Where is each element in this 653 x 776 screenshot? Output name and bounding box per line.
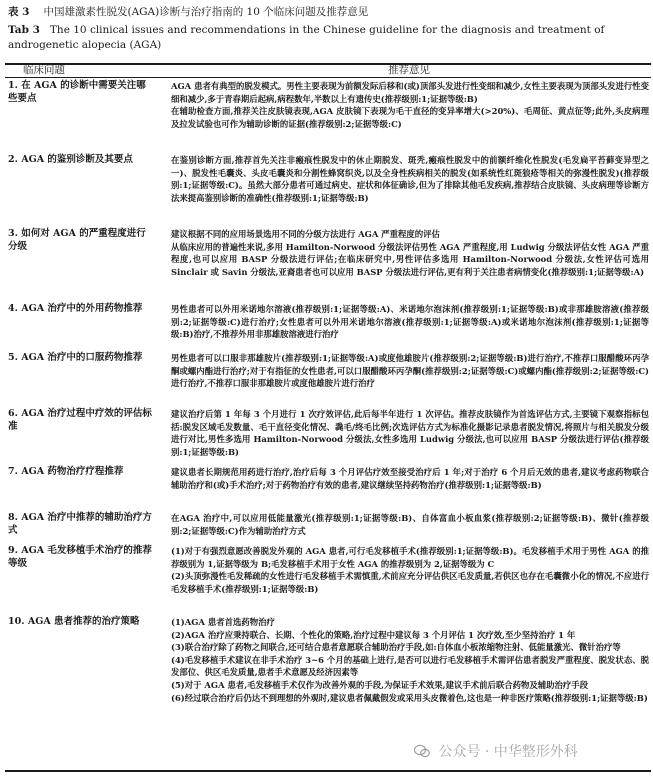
issue-cell: 9. AGA 毛发移植手术治疗的推荐等级 — [8, 545, 152, 569]
table-bottom-rule — [5, 770, 651, 772]
table-title-cn: 中国雄激素性脱发(AGA)诊断与治疗指南的 10 个临床问题及推荐意见 — [43, 6, 369, 18]
table-caption-en — [8, 23, 648, 52]
recommendation-cell — [171, 466, 649, 491]
issue-cell: 7. AGA 药物治疗疗程推荐 — [8, 466, 124, 477]
issue-cell: 3. 如何对 AGA 的严重程度进行分级 — [8, 228, 146, 252]
table-header-rule — [5, 77, 651, 78]
recommendation-text: (2)头顶弥漫性毛发稀疏的女性进行毛发移植手术需慎重,术前应充分评估供区毛发质量,若供区也存在毛囊微小化的情况,不应进行毛发移植手术(推荐级别:1;证据等级:B) — [171, 571, 649, 594]
issue-cell: 1. 在 AGA 的诊断中需要关注哪些要点 — [8, 80, 146, 104]
issue-cell: 6. AGA 治疗过程中疗效的评估标准 — [8, 408, 152, 432]
recommendation-text: 在辅助检查方面,推荐关注皮肤镜表现,AGA 皮肤镜下表现为毛干直径的变异率增大(>20%)、毛周征、黄点征等;此外,头皮病理及拉发试验也可作为辅助诊断的证据(推荐级别:2;证据等级:C) — [171, 106, 649, 129]
recommendation-text: 男性患者可以外用米诺地尔溶液(推荐级别:1;证据等级:A)、米诺地尔泡沫剂(推荐级别:1;证据等级:B)或非那雄胺溶液(推荐级别:2;证据等级:C)进行治疗;女性患者可以外用米诺地尔溶液(推荐级别:1;证据等级:A)或米诺地尔泡沫剂(推荐级别:1;证据等级:B)治疗,不推荐外用非那雄胺溶液进行治疗 — [171, 304, 649, 340]
recommendation-cell — [171, 228, 649, 278]
recommendation-text: (1)AGA 患者首选药物治疗 — [171, 617, 275, 627]
recommendation-text: (1)对于有强烈意愿改善脱发外观的 AGA 患者,可行毛发移植手术(推荐级别:1;证据等级:B)。毛发移植手术用于男性 AGA 的推荐级别为 1,证据等级为 B;毛发移植手术用于女性 AGA 的推荐级别为 2,证据等级为 C — [171, 546, 649, 569]
issue-cell: 5. AGA 治疗中的口服药物推荐 — [8, 352, 143, 363]
recommendation-text: 男性患者可以口服非那雄胺片(推荐级别:1;证据等级:A)或度他雄胺片(推荐级别:2;证据等级:B)进行治疗,不推荐口服醋酸环丙孕酮或螺内酯进行治疗;对于有指征的女性患者,可以口服醋酸环丙孕酮(推荐级别:2;证据等级:C)或螺内酯(推荐级别:2;证据等级:C)进行治疗,不推荐口服非那雄胺片或度他雄胺片进行治疗 — [171, 353, 649, 389]
recommendation-text: (2)AGA 治疗应秉持联合、长期、个性化的策略,治疗过程中建议每 3 个月评估 1 次疗效,至少坚持治疗 1 年 — [171, 629, 576, 640]
recommendation-text: 从临床应用的普遍性来说,多用 Hamilton-Norwood 分级法评估男性 AGA 严重程度,用 Ludwig 分级法评估女性 AGA 严重程度,也可以应用 BASP 分级法进行评估;在临床研究中,男性评估多选用 Hamilton-Norwood 分级法,女性评估可选用 Sinclair 或 Savin 分级法,亚裔患者也可以应用 BASP 分级法进行评估,更有利于关注患者病情变化(推荐级别:1;证据等级:A) — [171, 241, 649, 277]
recommendation-cell — [171, 512, 649, 537]
watermark-text: 公众号 · 中华整形外科 — [438, 744, 578, 760]
table-label-cn: 表 3 — [8, 6, 30, 18]
table-caption-cn — [8, 6, 368, 19]
issue-cell: 2. AGA 的鉴别诊断及其要点 — [8, 154, 133, 165]
recommendation-text: (5)对于 AGA 患者,毛发移植手术仅作为改善外观的手段,为保证手术效果,建议手术前后联合药物及辅助治疗手段 — [171, 679, 588, 690]
table-top-rule — [5, 63, 651, 65]
recommendation-text: 建议治疗后第 1 年每 3 个月进行 1 次疗效评估,此后每半年进行 1 次评估。推荐皮肤镜作为首选评估方式,主要镜下观察指标包括:脱发区域毛发数量、毛干直径变化情况、毳毛/终毛比例;次选评估方式为标准化摄影记录患者脱发情况,将照片与相关脱发分级进行对比,男性多选用 Hamilton-Norwood 分级法,女性多选用 Ludwig 分级法,也可以应用 BASP 分级法进行评估(推荐级别:1;证据等级:B) — [171, 409, 649, 457]
recommendation-cell — [171, 154, 649, 204]
recommendation-text: (3)联合治疗除了药物之间联合,还可结合患者意愿联合辅助治疗手段,如:自体血小板浓缩物注射、低能量激光、微针治疗等 — [171, 642, 621, 653]
header-clinical-issue: 临床问题 — [23, 64, 65, 76]
recommendation-cell — [171, 303, 649, 341]
recommendation-cell — [171, 616, 649, 704]
recommendation-cell — [171, 80, 649, 130]
recommendation-text: (6)经过联合治疗后仍达不到理想的外观时,建议患者佩戴假发或采用头皮微着色,这也是一种非医疗策略(推荐级别:1;证据等级:B) — [171, 692, 648, 703]
table-label-en: Tab 3 — [8, 24, 40, 36]
issue-cell: 8. AGA 治疗中推荐的辅助治疗方式 — [8, 512, 152, 536]
recommendation-text: 建议根据不同的应用场景选用不同的分级方法进行 AGA 严重程度的评估 — [171, 229, 440, 239]
header-recommendation: 推荐意见 — [388, 64, 430, 76]
recommendation-cell — [171, 352, 649, 390]
issue-cell: 4. AGA 治疗中的外用药物推荐 — [8, 303, 143, 314]
recommendation-text: 在AGA 治疗中,可以应用低能量激光(推荐级别:1;证据等级:B)、自体富血小板血浆(推荐级别:2;证据等级:B)、微针(推荐级别:2;证据等级:C)作为辅助治疗方式 — [171, 513, 649, 536]
recommendation-cell — [171, 408, 649, 458]
recommendation-text: AGA 患者有典型的脱发模式。男性主要表现为前额发际后移和(或)顶部头发进行性变细和减少,女性主要表现为顶部头发进行性变细和减少,多于青春期后起病,病程数年,半数以上有遗传史(推荐级别:1;证据等级:B) — [171, 81, 649, 104]
recommendation-text: 在鉴别诊断方面,推荐首先关注非瘢痕性脱发中的休止期脱发、斑秃,瘢痕性脱发中的前额纤维化性脱发(毛发扁平苔藓变异型之一)、脱发性毛囊炎、头皮毛囊炎和分割性蜂窝织炎,以及全身性疾病相关的脱发(如系统性红斑狼疮等相关的弥漫性脱发)(推荐级别:1;证据等级:C)。虽然大部分患者可通过病史、症状和体征确诊,但为了排除其他毛发疾病,推荐结合皮肤镜、头皮病理等诊断方法来提高鉴别诊断的准确性(推荐级别:1;证据等级:B) — [171, 155, 649, 203]
clinical-issues-table — [5, 63, 651, 771]
recommendation-text: 建议患者长期规范用药进行治疗,治疗后每 3 个月评估疗效至接受治疗后 1 年;对于治疗 6 个月后无效的患者,建议考虑药物联合辅助治疗和(或)手术治疗;对于药物治疗有效的患者,建议继续坚持药物治疗(推荐级别:1;证据等级:B) — [171, 467, 649, 490]
recommendation-text: (4)毛发移植手术建议在非手术治疗 3~6 个月的基础上进行,是否可以进行毛发移植手术需评估患者脱发严重程度、脱发状态、脱发部位、供区毛发质量,患者手术意愿及经济因素等 — [171, 654, 649, 678]
issue-cell: 10. AGA 患者推荐的治疗策略 — [8, 616, 140, 627]
wechat-icon — [414, 744, 434, 760]
watermark — [414, 743, 582, 761]
table-title-en: The 10 clinical issues and recommendations in the Chinese guideline for the diagnosis and treatment of androgenetic alopecia (AGA) — [8, 24, 605, 51]
recommendation-cell — [171, 545, 649, 595]
